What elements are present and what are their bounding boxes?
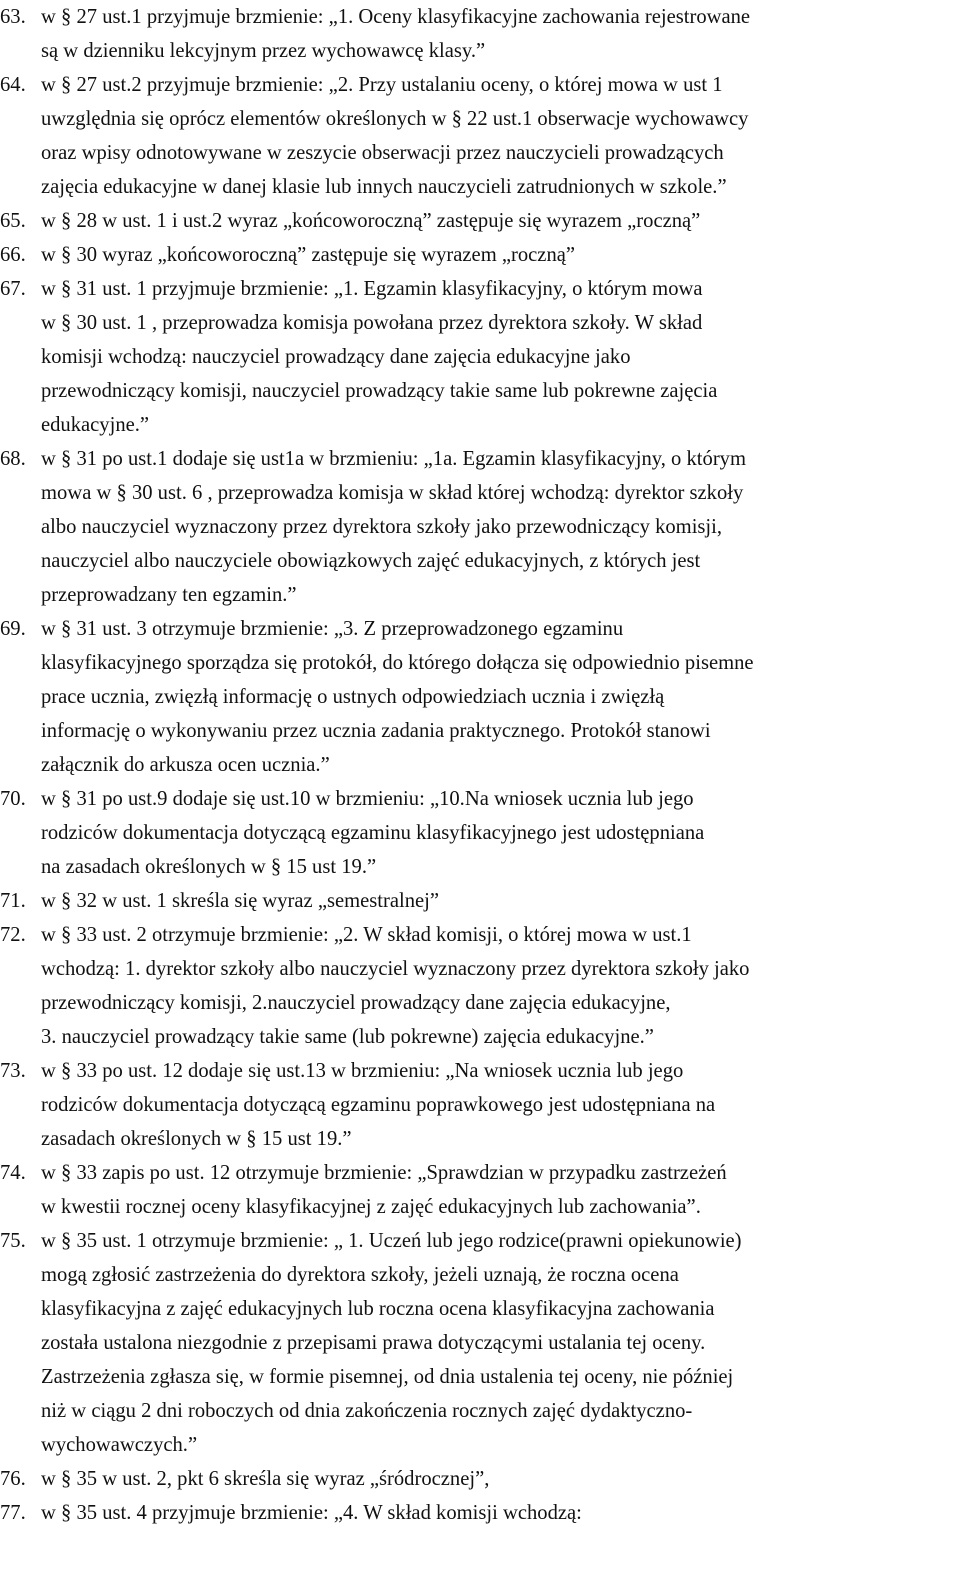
text-line: mowa w § 30 ust. 6 , przeprowadza komisja w skład której wchodzą: dyrektor szkoły — [41, 482, 744, 504]
text-line: edukacyjne.” — [41, 414, 150, 436]
item-text — [41, 272, 954, 442]
item-text — [41, 238, 954, 272]
list-item — [0, 918, 960, 1054]
text-line: komisji wchodzą: nauczyciel prowadzący dane zajęcia edukacyjne jako — [41, 346, 631, 368]
text-line: w § 27 ust.2 przyjmuje brzmienie: „2. Przy ustalaniu oceny, o której mowa w ust 1 — [41, 74, 723, 96]
text-line: niż w ciągu 2 dni roboczych od dnia zakończenia rocznych zajęć dydaktyczno- — [41, 1400, 693, 1422]
item-number: 69. — [0, 618, 26, 640]
item-number: 64. — [0, 74, 26, 96]
text-line: w § 35 ust. 1 otrzymuje brzmienie: „ 1. Uczeń lub jego rodzice(prawni opiekunowie) — [41, 1230, 742, 1252]
text-line: wchodzą: 1. dyrektor szkoły albo nauczyciel wyznaczony przez dyrektora szkoły jako — [41, 958, 750, 980]
item-text — [41, 612, 954, 782]
text-line: Zastrzeżenia zgłasza się, w formie pisemnej, od dnia ustalenia tej oceny, nie później — [41, 1366, 734, 1388]
text-line: w § 31 po ust.9 dodaje się ust.10 w brzmieniu: „10.Na wniosek ucznia lub jego — [41, 788, 694, 810]
item-text — [41, 782, 954, 884]
item-number: 67. — [0, 278, 26, 300]
text-line: klasyfikacyjna z zajęć edukacyjnych lub roczna ocena klasyfikacyjna zachowania — [41, 1298, 715, 1320]
text-line: prace ucznia, zwięzłą informację o ustnych odpowiedziach ucznia i zwięzłą — [41, 686, 665, 708]
text-line: 3. nauczyciel prowadzący takie same (lub pokrewne) zajęcia edukacyjne.” — [41, 1026, 654, 1048]
item-number: 72. — [0, 924, 26, 946]
text-line: w § 31 po ust.1 dodaje się ust1a w brzmieniu: „1a. Egzamin klasyfikacyjny, o którym — [41, 448, 746, 470]
text-line: w kwestii rocznej oceny klasyfikacyjnej z zajęć edukacyjnych lub zachowania”. — [41, 1196, 701, 1218]
text-line: w § 33 ust. 2 otrzymuje brzmienie: „2. W skład komisji, o której mowa w ust.1 — [41, 924, 692, 946]
item-number: 70. — [0, 788, 26, 810]
text-line: rodziców dokumentacja dotyczącą egzaminu klasyfikacyjnego jest udostępniana — [41, 822, 705, 844]
item-text — [41, 1224, 954, 1462]
text-line: nauczyciel albo nauczyciele obowiązkowych zajęć edukacyjnych, z których jest — [41, 550, 701, 572]
item-number: 71. — [0, 890, 26, 912]
text-line: załącznik do arkusza ocen ucznia.” — [41, 754, 330, 776]
list-item — [0, 782, 960, 884]
item-number: 73. — [0, 1060, 26, 1082]
list-item — [0, 612, 960, 782]
text-line: przeprowadzany ten egzamin.” — [41, 584, 297, 606]
text-line: rodziców dokumentacja dotyczącą egzaminu poprawkowego jest udostępniana na — [41, 1094, 716, 1116]
item-number: 74. — [0, 1162, 26, 1184]
text-line: w § 35 w ust. 2, pkt 6 skreśla się wyraz „śródrocznej”, — [41, 1468, 490, 1490]
text-line: w § 33 zapis po ust. 12 otrzymuje brzmienie: „Sprawdzian w przypadku zastrzeżeń — [41, 1162, 727, 1184]
item-text — [41, 0, 954, 68]
text-line: w § 33 po ust. 12 dodaje się ust.13 w brzmieniu: „Na wniosek ucznia lub jego — [41, 1060, 684, 1082]
item-number: 68. — [0, 448, 26, 470]
list-item — [0, 68, 960, 204]
list-item — [0, 0, 960, 68]
item-number: 66. — [0, 244, 26, 266]
item-number: 76. — [0, 1468, 26, 1490]
item-text — [41, 918, 954, 1054]
text-line: oraz wpisy odnotowywane w zeszycie obserwacji przez nauczycieli prowadzących — [41, 142, 724, 164]
text-line: przewodniczący komisji, nauczyciel prowadzący takie same lub pokrewne zajęcia — [41, 380, 718, 402]
text-line: w § 27 ust.1 przyjmuje brzmienie: „1. Oceny klasyfikacyjne zachowania rejestrowane — [41, 6, 751, 28]
text-line: w § 30 ust. 1 , przeprowadza komisja powołana przez dyrektora szkoły. W skład — [41, 312, 703, 334]
text-line: klasyfikacyjnego sporządza się protokół, do którego dołącza się odpowiednio pisemne — [41, 652, 754, 674]
text-line: w § 32 w ust. 1 skreśla się wyraz „semestralnej” — [41, 890, 440, 912]
list-item — [0, 884, 960, 918]
text-line: w § 35 ust. 4 przyjmuje brzmienie: „4. W skład komisji wchodzą: — [41, 1502, 582, 1524]
text-line: na zasadach określonych w § 15 ust 19.” — [41, 856, 377, 878]
list-item — [0, 1462, 960, 1496]
text-line: w § 31 ust. 1 przyjmuje brzmienie: „1. Egzamin klasyfikacyjny, o którym mowa — [41, 278, 703, 300]
list-item — [0, 442, 960, 612]
list-item — [0, 1054, 960, 1156]
text-line: przewodniczący komisji, 2.nauczyciel prowadzący dane zajęcia edukacyjne, — [41, 992, 671, 1014]
text-line: w § 31 ust. 3 otrzymuje brzmienie: „3. Z przeprowadzonego egzaminu — [41, 618, 624, 640]
item-text — [41, 1496, 954, 1530]
item-text — [41, 442, 954, 612]
item-number: 63. — [0, 6, 26, 28]
item-text — [41, 1462, 954, 1496]
list-item — [0, 1496, 960, 1530]
text-line: zasadach określonych w § 15 ust 19.” — [41, 1128, 352, 1150]
text-line: informację o wykonywaniu przez ucznia zadania praktycznego. Protokół stanowi — [41, 720, 711, 742]
text-line: wychowawczych.” — [41, 1434, 198, 1456]
item-text — [41, 1156, 954, 1224]
item-text — [41, 204, 954, 238]
item-number: 77. — [0, 1502, 26, 1524]
list-item — [0, 1156, 960, 1224]
list-item — [0, 204, 960, 238]
item-text — [41, 1054, 954, 1156]
item-number: 65. — [0, 210, 26, 232]
text-line: w § 30 wyraz „końcoworoczną” zastępuje się wyrazem „roczną” — [41, 244, 576, 266]
list-item — [0, 1224, 960, 1462]
text-line: uwzględnia się oprócz elementów określonych w § 22 ust.1 obserwacje wychowawcy — [41, 108, 749, 130]
text-line: zajęcia edukacyjne w danej klasie lub innych nauczycieli zatrudnionych w szkole.” — [41, 176, 727, 198]
text-line: są w dzienniku lekcyjnym przez wychowawcę klasy.” — [41, 40, 486, 62]
item-text — [41, 68, 954, 204]
item-text — [41, 884, 954, 918]
text-line: została ustalona niezgodnie z przepisami prawa dotyczącymi ustalania tej oceny. — [41, 1332, 706, 1354]
list-item — [0, 272, 960, 442]
text-line: mogą zgłosić zastrzeżenia do dyrektora szkoły, jeżeli uznają, że roczna ocena — [41, 1264, 679, 1286]
item-number: 75. — [0, 1230, 26, 1252]
list-item — [0, 238, 960, 272]
text-line: albo nauczyciel wyznaczony przez dyrektora szkoły jako przewodniczący komisji, — [41, 516, 723, 538]
text-line: w § 28 w ust. 1 i ust.2 wyraz „końcoworoczną” zastępuje się wyrazem „roczną” — [41, 210, 701, 232]
